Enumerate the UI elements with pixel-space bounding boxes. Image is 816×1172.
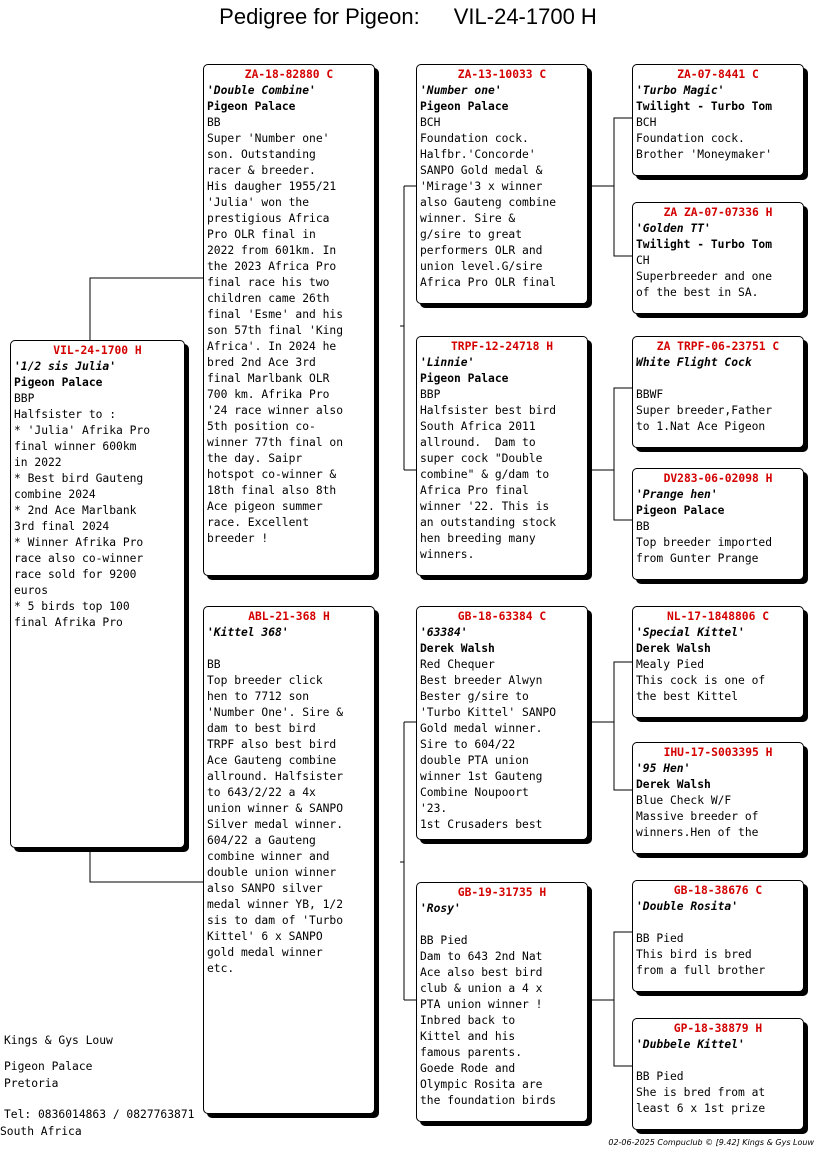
bird-ring-number: VIL-24-1700 H bbox=[53, 344, 142, 357]
bird-ring-number: ZA ZA-07-07336 H bbox=[663, 206, 773, 219]
pedigree-card bbox=[203, 606, 375, 1114]
footer-loft: Pigeon Palace bbox=[4, 1060, 93, 1073]
bird-owner: Pigeon Palace bbox=[207, 100, 296, 113]
pedigree-card bbox=[632, 468, 804, 580]
title-ring: VIL-24-1700 H bbox=[453, 4, 597, 29]
bird-owner bbox=[636, 371, 800, 387]
bird-owner: Twilight - Turbo Tom bbox=[636, 100, 773, 113]
bird-color: BB Pied bbox=[636, 932, 684, 945]
pedigree-card bbox=[203, 64, 375, 576]
pedigree-card bbox=[632, 202, 804, 314]
bird-description: Foundation cock. Halfbr.'Concorde' SANPO Gold medal & 'Mirage'3 x winner also Gauteng combine winner. Sire & g/sire to great performers OLR and union level.G/sire Africa Pro OLR final bbox=[420, 132, 557, 289]
bird-ring-number: ABL-21-368 H bbox=[248, 610, 330, 623]
bird-owner: Pigeon Palace bbox=[14, 376, 103, 389]
bird-description: Superbreeder and one of the best in SA. bbox=[636, 270, 773, 299]
bird-color: BB Pied bbox=[420, 934, 468, 947]
bird-name: 'Double Rosita' bbox=[636, 900, 739, 913]
bird-description: Super breeder,Father to 1.Nat Ace Pigeon bbox=[636, 404, 773, 433]
title-label: Pedigree for Pigeon: bbox=[219, 4, 420, 29]
bird-owner bbox=[636, 915, 800, 931]
bird-name: 'Rosy' bbox=[420, 902, 461, 915]
bird-ring-number: GB-18-63384 C bbox=[457, 610, 547, 623]
bird-color: BB bbox=[207, 116, 221, 129]
bird-owner: Derek Walsh bbox=[636, 778, 711, 791]
print-stamp: 02-06-2025 Compuclub © [9.42] Kings & Gys Louw bbox=[608, 1138, 814, 1147]
bird-name: '1/2 sis Julia' bbox=[14, 360, 117, 373]
footer-city: Pretoria bbox=[4, 1077, 59, 1090]
bird-ring-number: GB-19-31735 H bbox=[457, 886, 547, 899]
bird-description: Foundation cock. Brother 'Moneymaker' bbox=[636, 132, 773, 161]
bird-name: '63384' bbox=[420, 626, 468, 639]
bird-name: 'Special Kittel' bbox=[636, 626, 745, 639]
pedigree-card bbox=[632, 742, 804, 854]
bird-description: Massive breeder of winners.Hen of the bbox=[636, 810, 759, 839]
footer-tel: Tel: 0836014863 / 0827763871 bbox=[4, 1108, 195, 1121]
bird-name: 'Golden TT' bbox=[636, 222, 711, 235]
bird-owner: Derek Walsh bbox=[636, 642, 711, 655]
bird-color: BB bbox=[636, 520, 650, 533]
bird-ring-number: DV283-06-02098 H bbox=[663, 472, 773, 485]
bird-ring-number: ZA-13-10033 C bbox=[457, 68, 547, 81]
bird-description: Top breeder imported from Gunter Prange bbox=[636, 536, 773, 565]
pedigree-card bbox=[416, 64, 588, 304]
footer-country: South Africa bbox=[0, 1125, 82, 1138]
bird-owner: Pigeon Palace bbox=[420, 372, 509, 385]
bird-description: Super 'Number one' son. Outstanding racer & breeder. His daugher 1955/21 'Julia' won the prestigious Africa Pro OLR final in 2022 from 601km. In the 2023 Africa Pro final race his two children came 26th final 'Esme' and his son 57th final 'King Africa'. In 2024 he bred 2nd Ace 3rd final Marlbank OLR 700 km. Afrika Pro '24 race winner also 5th position co- winner 77th final on the day. Saipr hotspot co-winner & 18th final also 8th Ace pigeon summer race. Excellent breeder ! bbox=[207, 132, 344, 545]
bird-color: BCH bbox=[636, 116, 657, 129]
bird-owner: Pigeon Palace bbox=[420, 100, 509, 113]
bird-description: Halfsister best bird South Africa 2011 allround. Dam to super cock "Double combine" & g/dam to Africa Pro final winner '22. This is an outstanding stock hen breeding many winners. bbox=[420, 404, 557, 561]
bird-owner bbox=[636, 1053, 800, 1069]
bird-description: This bird is bred from a full brother bbox=[636, 948, 766, 977]
bird-color: BCH bbox=[420, 116, 441, 129]
bird-color: BBP bbox=[420, 388, 441, 401]
bird-name: 'Prange hen' bbox=[636, 488, 718, 501]
pedigree-card bbox=[416, 882, 588, 1122]
bird-owner: Derek Walsh bbox=[420, 642, 495, 655]
bird-description: This cock is one of the best Kittel bbox=[636, 674, 766, 703]
bird-name: 'Kittel 368' bbox=[207, 626, 289, 639]
bird-name: 'Number one' bbox=[420, 84, 502, 97]
pedigree-card bbox=[632, 880, 804, 992]
bird-name: '95 Hen' bbox=[636, 762, 691, 775]
bird-description: Halfsister to : * 'Julia' Afrika Pro final winner 600km in 2022 * Best bird Gauteng combine 2024 * 2nd Ace Marlbank 3rd final 2024 * Winner Afrika Pro race also co-winner race sold for 9200 euros * 5 birds top 100 final Afrika Pro bbox=[14, 408, 151, 629]
bird-color: CH bbox=[636, 254, 650, 267]
bird-description: She is bred from at least 6 x 1st prize bbox=[636, 1086, 766, 1115]
bird-owner: Twilight - Turbo Tom bbox=[636, 238, 773, 251]
bird-owner bbox=[420, 917, 584, 933]
bird-ring-number: ZA TRPF-06-23751 C bbox=[656, 340, 780, 353]
bird-name: 'Turbo Magic' bbox=[636, 84, 725, 97]
pedigree-card bbox=[416, 606, 588, 840]
pedigree-card bbox=[416, 336, 588, 576]
bird-ring-number: ZA-18-82880 C bbox=[244, 68, 334, 81]
bird-color: Red Chequer bbox=[420, 658, 495, 671]
bird-ring-number: IHU-17-S003395 H bbox=[663, 746, 773, 759]
bird-ring-number: GB-18-38676 C bbox=[673, 884, 763, 897]
bird-name: 'Double Combine' bbox=[207, 84, 316, 97]
bird-owner: Pigeon Palace bbox=[636, 504, 725, 517]
bird-name: 'Dubbele Kittel' bbox=[636, 1038, 745, 1051]
bird-color: BBWF bbox=[636, 388, 664, 401]
bird-ring-number: TRPF-12-24718 H bbox=[450, 340, 554, 353]
pedigree-card bbox=[632, 336, 804, 448]
bird-color: BB bbox=[207, 658, 221, 671]
bird-ring-number: NL-17-1848806 C bbox=[666, 610, 770, 623]
bird-description: Best breeder Alwyn Bester g/sire to 'Turbo Kittel' SANPO Gold medal winner. Sire to 604/22 double PTA union winner 1st Gauteng Combine Noupoort '23. 1st Crusaders best bbox=[420, 674, 557, 831]
bird-ring-number: ZA-07-8441 C bbox=[677, 68, 759, 81]
bird-description: Dam to 643 2nd Nat Ace also best bird club & union a 4 x PTA union winner ! Inbred back to Kittel and his famous parents. Goede Rode and Olympic Rosita are the foundation birds bbox=[420, 950, 557, 1107]
bird-owner bbox=[207, 641, 371, 657]
bird-color: Blue Check W/F bbox=[636, 794, 732, 807]
bird-color: Mealy Pied bbox=[636, 658, 705, 671]
bird-color: BBP bbox=[14, 392, 35, 405]
bird-ring-number: GP-18-38879 H bbox=[673, 1022, 763, 1035]
pedigree-card bbox=[632, 64, 804, 176]
pedigree-card bbox=[10, 340, 185, 848]
pedigree-card bbox=[632, 606, 804, 718]
bird-description: Top breeder click hen to 7712 son 'Number One'. Sire & dam to best bird TRPF also best bird Ace Gauteng combine allround. Halfsister to 643/2/22 a 4x union winner & SANPO Silver medal winner. 604/22 a Gauteng combine winner and double union winner also SANPO silver medal winner YB, 1/2 sis to dam of 'Turbo Kittel' 6 x SANPO gold medal winner etc. bbox=[207, 674, 344, 975]
bird-name: White Flight Cock bbox=[636, 356, 752, 369]
pedigree-card bbox=[632, 1018, 804, 1130]
bird-color: BB Pied bbox=[636, 1070, 684, 1083]
footer-breeder: Kings & Gys Louw bbox=[4, 1034, 113, 1047]
bird-name: 'Linnie' bbox=[420, 356, 475, 369]
